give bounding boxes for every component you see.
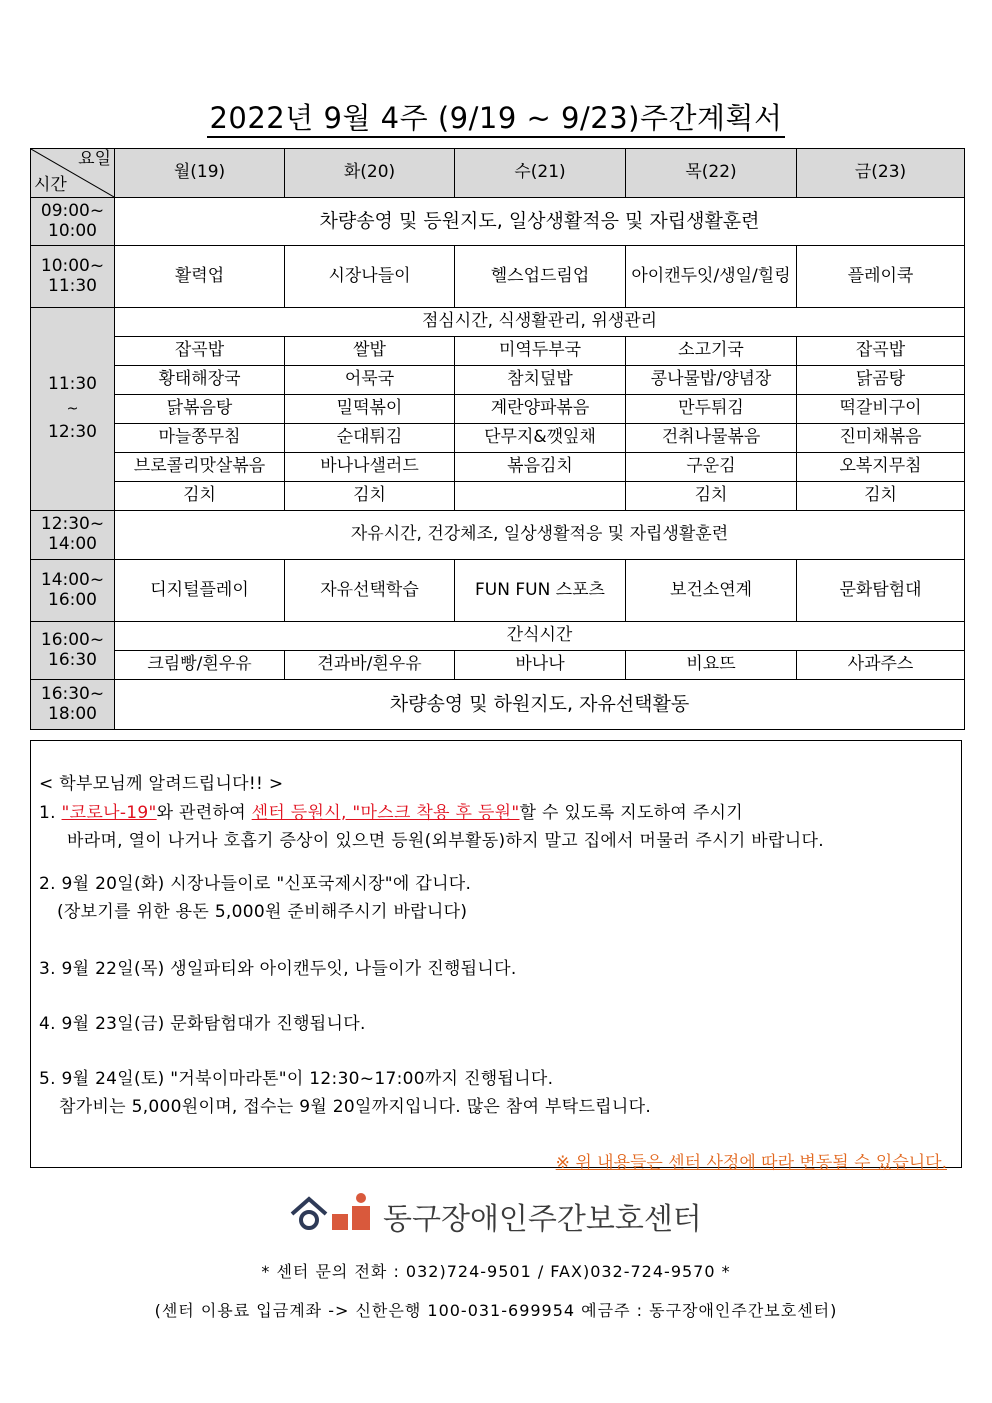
- contact-line: * 센터 문의 전화 : 032)724-9501 / FAX)032-724-9570 *: [261, 1262, 731, 1281]
- time-start: 10:00~: [40, 255, 105, 276]
- weekly-schedule-table: [30, 148, 965, 730]
- menu-row: [31, 482, 965, 511]
- snack-header-row: [31, 622, 965, 651]
- snack-cell: 비요뜨: [626, 651, 797, 680]
- menu-cell: 김치: [797, 482, 965, 511]
- snack-cell: 크림빵/흰우유: [115, 651, 285, 680]
- notice-1-line2: 바라며, 열이 나거나 호흡기 증상이 있으면 등원(외부활동)하지 말고 집에서 머물러 주시기 바랍니다.: [67, 831, 824, 851]
- time-end: 16:30: [48, 649, 97, 670]
- center-logo: [288, 1190, 708, 1240]
- lunch-header-row: [31, 308, 965, 337]
- menu-row: [31, 453, 965, 482]
- activity-cell: 문화탐험대: [797, 560, 965, 622]
- menu-cell: 바나나샐러드: [285, 453, 455, 482]
- activity-cell: 디지털플레이: [115, 560, 285, 622]
- menu-cell: 잡곡밥: [797, 337, 965, 366]
- time-start: 14:00~: [40, 569, 105, 590]
- time-start: 16:30~: [40, 683, 105, 704]
- notice-1-text-b: 할 수 있도록 지도하여 주시기: [519, 803, 743, 823]
- time-cell: [31, 560, 115, 622]
- time-end: 18:00: [48, 703, 97, 724]
- center-name: 동구장애인주간보호센터: [383, 1202, 702, 1237]
- time-end: 14:00: [48, 534, 97, 554]
- notice-5-line2: 참가비는 5,000원이며, 접수는 9월 20일까지입니다. 많은 참여 부탁드립니다.: [59, 1097, 652, 1117]
- time-end: 10:00: [48, 220, 97, 241]
- slot-row: [31, 680, 965, 730]
- menu-cell: 오복지무침: [797, 453, 965, 482]
- menu-row: [31, 366, 965, 395]
- slot-row: [31, 560, 965, 622]
- day-wed: 수(21): [455, 149, 626, 198]
- menu-cell: 순대튀김: [285, 424, 455, 453]
- slot-row: [31, 511, 965, 560]
- notice-item-1: [39, 798, 743, 823]
- menu-cell: 계란양파볶음: [455, 395, 626, 424]
- menu-cell: 김치: [626, 482, 797, 511]
- menu-row: [31, 424, 965, 453]
- activity-cell: FUN FUN 스포츠: [455, 560, 626, 622]
- snack-cell: 바나나: [455, 651, 626, 680]
- time-end: 16:00: [48, 589, 97, 610]
- menu-cell: 마늘쫑무침: [115, 424, 285, 453]
- menu-cell: 밀떡볶이: [285, 395, 455, 424]
- day-mon: 월(19): [115, 149, 285, 198]
- notice-item-3: 3. 9월 22일(목) 생일파티와 아이캔두잇, 나들이가 진행됩니다.: [39, 959, 517, 979]
- day-thu: 목(22): [626, 149, 797, 198]
- menu-cell: 소고기국: [626, 337, 797, 366]
- time-cell: [31, 198, 115, 246]
- menu-cell: 브로콜리맛살볶음: [115, 453, 285, 482]
- time-end: 11:30: [48, 275, 97, 296]
- activity-cell: 헬스업드림업: [455, 246, 626, 308]
- notice-item-4: 4. 9월 23일(금) 문화탐험대가 진행됩니다.: [39, 1014, 366, 1034]
- day-fri: 금(23): [797, 149, 965, 198]
- menu-cell: [455, 482, 626, 511]
- activity-cell: 보건소연계: [626, 560, 797, 622]
- activity-cell: 플레이쿡: [797, 246, 965, 308]
- snack-row: [31, 651, 965, 680]
- house-logo-icon: [288, 1190, 378, 1236]
- bank-account-line: (센터 이용료 입금계좌 -> 신한은행 100-031-699954 예금주 : 동구장애인주간보호센터): [154, 1301, 838, 1320]
- snack-cell: 견과바/흰우유: [285, 651, 455, 680]
- activity-cell: 자유선택학습: [285, 560, 455, 622]
- notice-1-mask: 센터 등원시, "마스크 착용 후 등원": [251, 803, 520, 823]
- slot-activity: 자유시간, 건강체조, 일상생활적응 및 자립생활훈련: [115, 511, 965, 560]
- time-cell: [31, 308, 115, 511]
- notice-1-text-a: 와 관련하여: [156, 803, 252, 823]
- menu-cell: 떡갈비구이: [797, 395, 965, 424]
- menu-cell: 미역두부국: [455, 337, 626, 366]
- menu-cell: 구운김: [626, 453, 797, 482]
- time-tilde: ~: [66, 400, 79, 417]
- notice-1-covid: "코로나-19": [61, 803, 157, 823]
- time-start: 12:30~: [40, 514, 105, 535]
- slot-row: [31, 198, 965, 246]
- menu-row: [31, 395, 965, 424]
- menu-cell: 김치: [285, 482, 455, 511]
- menu-cell: 건취나물볶음: [626, 424, 797, 453]
- menu-cell: 콩나물밥/양념장: [626, 366, 797, 395]
- menu-cell: 닭볶음탕: [115, 395, 285, 424]
- menu-cell: 어묵국: [285, 366, 455, 395]
- menu-cell: 닭곰탕: [797, 366, 965, 395]
- activity-cell: 시장나들이: [285, 246, 455, 308]
- snack-header: 간식시간: [115, 622, 965, 651]
- time-cell: [31, 511, 115, 560]
- menu-cell: 볶음김치: [455, 453, 626, 482]
- day-tue: 화(20): [285, 149, 455, 198]
- notice-box: [30, 740, 962, 1173]
- slot-row: [31, 246, 965, 308]
- notice-item-2: 2. 9월 20일(화) 시장나들이로 "신포국제시장"에 갑니다.: [39, 874, 472, 894]
- time-end: 12:30: [48, 422, 97, 443]
- day-header-row: [31, 149, 965, 198]
- notice-footnote: ※ 위 내용들은 센터 사정에 따라 변동될 수 있습니다.: [555, 1153, 947, 1173]
- time-start: 09:00~: [40, 200, 105, 221]
- lunch-header: 점심시간, 식생활관리, 위생관리: [115, 308, 965, 337]
- notice-2-line2: (장보기를 위한 용돈 5,000원 준비해주시기 바랍니다): [57, 902, 468, 922]
- menu-cell: 만두튀김: [626, 395, 797, 424]
- menu-row: [31, 337, 965, 366]
- time-cell: [31, 622, 115, 680]
- slot-activity: 차량송영 및 등원지도, 일상생활적응 및 자립생활훈련: [115, 198, 965, 246]
- notice-heading: < 학부모님께 알려드립니다!! >: [39, 774, 284, 794]
- menu-cell: 단무지&깻잎채: [455, 424, 626, 453]
- menu-cell: 참치덮밥: [455, 366, 626, 395]
- menu-cell: 김치: [115, 482, 285, 511]
- notice-1-num: 1.: [39, 803, 56, 823]
- time-start: 16:00~: [40, 629, 105, 650]
- snack-cell: 사과주스: [797, 651, 965, 680]
- title-text: 2022년 9월 4주 (9/19 ~ 9/23)주간계획서: [207, 101, 784, 138]
- menu-cell: 잡곡밥: [115, 337, 285, 366]
- time-cell: [31, 680, 115, 730]
- page-title: [0, 96, 992, 137]
- corner-cell: [31, 149, 115, 198]
- menu-cell: 황태해장국: [115, 366, 285, 395]
- slot-activity: 차량송영 및 하원지도, 자유선택활동: [115, 680, 965, 730]
- corner-day-label: 요일: [78, 149, 111, 169]
- notice-item-5: 5. 9월 24일(토) "거북이마라톤"이 12:30~17:00까지 진행됩니다.: [39, 1069, 554, 1089]
- time-cell: [31, 246, 115, 308]
- corner-time-label: 시간: [34, 175, 67, 196]
- activity-cell: 활력업: [115, 246, 285, 308]
- time-start: 11:30: [48, 374, 97, 395]
- activity-cell: 아이캔두잇/생일/힐링: [626, 246, 797, 308]
- menu-cell: 쌀밥: [285, 337, 455, 366]
- menu-cell: 진미채볶음: [797, 424, 965, 453]
